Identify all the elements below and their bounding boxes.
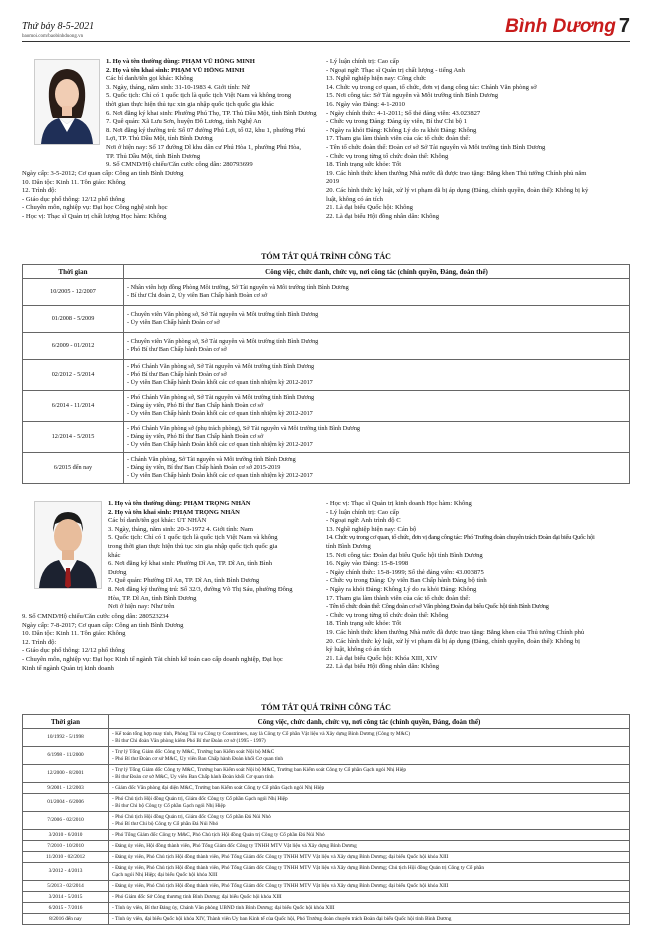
info-line: 9. Số CMND/Hộ chiếu/Căn cước công dân: 280793699 [106, 161, 253, 169]
info-line: 12. Trình độ: [22, 638, 57, 646]
work-line: - Ủy viên Ban Chấp hành Đoàn khối các cơ quan tỉnh nhiệm kỳ 2012-2017 [127, 379, 313, 386]
row-work [109, 812, 630, 830]
work-line: - Ủy viên Ban Chấp hành Đoàn cơ sở [127, 319, 220, 326]
th-time: Thời gian [23, 265, 124, 279]
info-line: - Ngày chính thức: 4-1-2011; Số thẻ đảng viên: 43.023827 [326, 109, 481, 117]
candidate-1-info-right [326, 58, 628, 221]
row-time: 12/2014 - 5/2015 [23, 422, 124, 453]
row-work [109, 852, 630, 863]
info-line: 20. Các hình thức kỷ luật, xử lý vi phạm đã bị áp dụng (Đảng, chính quyền, đoàn thể): Không bị kỷ [326, 186, 589, 194]
row-work [109, 863, 630, 881]
info-line: Hòa, TP. Dĩ An, tỉnh Bình Dương [108, 594, 197, 602]
work-line: - Bí thư Chi bộ Công ty Cổ phần Gạch ngói Nhị Hiệp [112, 802, 226, 809]
table-header-row [23, 265, 630, 279]
info-line: 6. Nơi đăng ký khai sinh: Phường Dĩ An, TP. Dĩ An, tỉnh Bình [108, 560, 273, 568]
info-line: - Chuyên môn, nghiệp vụ: Đại học Công nghệ sinh học [22, 204, 168, 212]
info-line: 1. Họ và tên thường dùng: PHẠM VŨ HỒNG MINH [106, 58, 255, 65]
work-line: - Phó Chánh Văn phòng sở, Sở Tài nguyên và Môi trường tỉnh Bình Dương [127, 363, 315, 370]
work-line: - Nhân viên hợp đồng Phòng Môi trường, Sở Tài nguyên và Môi trường tỉnh Bình Dương [127, 284, 349, 291]
work-line: - Ủy viên Ban Chấp hành Đoàn khối các cơ quan tỉnh nhiệm kỳ 2012-2017 [127, 472, 313, 479]
work-line: Gạch ngói Nhị Hiệp; đại biểu Quốc hội khóa XIII [112, 871, 218, 878]
info-line: Dương [108, 568, 127, 576]
row-work [124, 333, 630, 360]
info-line: - Chức vụ trong Đảng: Ủy viên Ban Chấp hành Đảng bộ tỉnh [326, 577, 487, 585]
work-line: - Ủy viên Ban Chấp hành Đoàn khối các cơ quan tỉnh nhiệm kỳ 2012-2017 [127, 410, 313, 417]
work-line: - Đảng ủy viên, Phó Bí thư Ban Chấp hành Đoàn cơ sở [127, 402, 264, 409]
row-time: 6/2009 - 01/2012 [23, 333, 124, 360]
work-line: - Phó Chánh Văn phòng sở, Sở Tài nguyên và Môi trường tỉnh Bình Dương [127, 394, 315, 401]
info-line: 1. Họ và tên thường dùng: PHẠM TRỌNG NHÂN [108, 500, 251, 507]
info-line: 8. Nơi đăng ký thường trú: Số 32/3, đường Võ Thị Sáu, phường Đông [108, 585, 293, 593]
info-line: 3. Ngày, tháng, năm sinh: 20-3-1972 4. Giới tính: Nam [108, 525, 253, 533]
work-line: - Đảng ủy viên, Phó Chủ tịch Hội đồng thành viên, Phó Tổng Giám đốc Công ty TNHH MTV Vật liệu và Xây dựng Bình Dương; Chủ tịch Hội đồng Quản trị Công ty Cổ phần [112, 864, 484, 871]
info-line: - Ngày ra khỏi Đảng: Không Lý do ra khỏi Đảng: Không [326, 585, 477, 593]
work-line: - Bí thư Đoàn cơ sở M&C, Ủy viên Ban Chấp hành Đoàn khối Cơ quan tỉnh [112, 773, 274, 780]
work-line: - Chuyên viên Văn phòng sở, Sở Tài nguyên và Môi trường tỉnh Bình Dương [127, 338, 319, 345]
page-date: Thứ bảy 8-5-2021 [22, 21, 95, 32]
info-line: - Ngày chính thức: 15-8-1999; Số thẻ đảng viên: 43.003875 [326, 568, 484, 576]
work-line: - Phó Tổng Giám đốc Công ty M&C, Phó Chủ tịch Hội đồng Quản trị Công ty Cổ phần Đá Núi Nhỏ [112, 831, 325, 838]
info-line: kỷ luật, không có án tích [326, 646, 392, 654]
info-line: 15. Nơi công tác: Sở Tài nguyên và Môi trường tỉnh Bình Dương [326, 92, 499, 100]
work-line: - Phó Giám đốc Sở Công thương tỉnh Bình Dương; đại biểu Quốc hội khóa XIII [112, 893, 282, 900]
info-line: 15. Nơi công tác: Đoàn đại biểu Quốc hội tỉnh Bình Dương [326, 551, 483, 559]
work-line: - Phó Bí thư Ban Chấp hành Đoàn cơ sở [127, 371, 227, 378]
row-time: 11/2010 - 02/2012 [23, 852, 109, 863]
info-line: Nơi ở hiện nay: Số 17 đường Dĩ khu dân cư Phú Hòa 1, phường Phú Hòa, [106, 143, 301, 151]
table-row [23, 830, 630, 841]
table-row [23, 765, 630, 783]
row-work [109, 914, 630, 925]
candidate-2-photo [34, 501, 102, 589]
row-time: 12/2000 - 8/2001 [23, 765, 109, 783]
candidate-2-info-left-full [22, 613, 322, 673]
table-row [23, 306, 630, 333]
info-line: 22. Là đại biểu Hội đồng nhân dân: Không [326, 663, 439, 671]
info-line: 2019 [326, 178, 340, 186]
candidate-1-table-title: TÓM TẮT QUÁ TRÌNH CÔNG TÁC [261, 252, 391, 261]
info-line: - Chức vụ trong Đảng: Đảng ủy viên, Bí thư Chi bộ 1 [326, 118, 468, 126]
th-time: Thời gian [23, 715, 109, 729]
work-line: - Chuyên viên Văn phòng sở, Sở Tài nguyên và Môi trường tỉnh Bình Dương [127, 311, 319, 318]
info-line: 9. Số CMND/Hộ chiếu/Căn cước công dân: 280523234 [22, 613, 169, 620]
work-line: - Phó Chánh Văn phòng sở (phụ trách phòng), Sở Tài nguyên và Môi trường tỉnh Bình Dương [127, 425, 361, 432]
row-work [124, 360, 630, 391]
row-work [109, 892, 630, 903]
table-row [23, 863, 630, 881]
work-line: - Phó Chủ tịch Hội đồng Quản trị, Giám đốc Công ty Cổ phần Gạch ngói Nhị Hiệp [112, 795, 288, 802]
info-line: - Ngoại ngữ: Anh trình độ C [326, 517, 401, 525]
info-line: luật, không có án tích [326, 195, 383, 203]
info-line: TP. Thủ Dầu Một, tỉnh Bình Dương [106, 152, 201, 160]
work-line: - Kế toán tổng hợp may tính, Phòng Tài vụ Công ty Constrimex, nay là Công ty Cổ phần Vật liệu và Xây dựng Bình Dương (Công ty M&C) [112, 730, 411, 737]
row-work [109, 794, 630, 812]
table-row [23, 852, 630, 863]
work-line: - Giám đốc Văn phòng đại diện M&C, Trưởng ban Kiểm soát Công ty Cổ phần Gạch ngói Nhị Hiệp [112, 784, 325, 791]
work-line: - Đảng ủy viên, Phó Bí thư Ban Chấp hành Đoàn cơ sở [127, 433, 264, 440]
candidate-1-work-table [22, 264, 630, 484]
row-work [109, 841, 630, 852]
info-line: Lợi, TP. Thủ Dầu Một, tỉnh Bình Dương [106, 135, 213, 143]
work-line: - Đảng ủy viên, Phó Chủ tịch Hội đồng thành viên, Phó Tổng Giám đốc Công ty TNHH MTV Vật liệu và Xây dựng Bình Dương; đại biểu Quốc hội khóa XIII [112, 882, 449, 889]
work-line: - Bí thư Chi đoàn 2, Ủy viên Ban Chấp hành Đoàn cơ sở [127, 292, 268, 299]
table-row [23, 360, 630, 391]
info-line: 5. Quốc tịch: Chỉ có 1 quốc tịch là quốc tịch Việt Nam và không trong [106, 92, 292, 100]
table-row [23, 729, 630, 747]
work-line: - Phó Chủ tịch Hội đồng Quản trị, Giám đốc Công ty Cổ phần Đá Núi Nhỏ [112, 813, 271, 820]
row-time: 5/2013 - 02/2014 [23, 881, 109, 892]
work-line: - Tỉnh ủy viên, Bí thư Đảng ủy, Chánh Văn phòng UBND tỉnh Bình Dương; đại biểu Quốc hội khóa XIII [112, 904, 335, 911]
th-work: Công việc, chức danh, chức vụ, nơi công tác (chính quyền, Đảng, đoàn thể) [109, 715, 630, 729]
info-line: 18. Tình trạng sức khỏe: Tốt [326, 161, 402, 169]
row-time: 3/2014 - 5/2015 [23, 892, 109, 903]
row-time: 6/2015 đến nay [23, 453, 124, 484]
info-line: 20. Các hình thức kỷ luật, xử lý vi phạm đã bị áp dụng (Đảng, chính quyền, đoàn thể): Không bị [326, 637, 581, 645]
info-line: - Học vị: Thạc sĩ Quản trị chất lượng Học hàm: Không [22, 212, 167, 220]
table-header-row [23, 715, 630, 729]
work-line: - Phó Bí thư Đoàn cơ sở M&C, Ủy viên Ban Chấp hành Đoàn khối Cơ quan tỉnh [112, 755, 284, 762]
row-work [109, 765, 630, 783]
info-line: 5. Quốc tịch: Chỉ có 1 quốc tịch là quốc tịch Việt Nam và không [108, 534, 278, 542]
portrait-man-icon [35, 502, 101, 588]
info-line: - Ngoại ngữ: Thạc sĩ Quản trị chất lượng - tiếng Anh [326, 66, 465, 74]
info-line: Các bí danh/tên gọi khác: Không [106, 75, 193, 83]
table-row [23, 914, 630, 925]
work-line: - Tỉnh ủy viên, đại biểu Quốc hội khóa XIV, Thành viên Ủy ban Kinh tế của Quốc hội, Phó Trưởng đoàn chuyên trách Đoàn đại biểu Quốc hội tỉnh Bình Dương [112, 915, 452, 922]
table-row [23, 903, 630, 914]
table-row [23, 422, 630, 453]
info-line: tỉnh Bình Dương [326, 542, 371, 550]
candidate-2-info-right [326, 500, 630, 672]
info-line: - Giáo dục phổ thông: 12/12 phổ thông [22, 647, 125, 655]
info-line: - Chuyên môn, nghiệp vụ: Đại học Kinh tế ngành Tài chính kế toán cao cấp doanh nghiệp, Đại học [22, 655, 283, 663]
row-time: 10/1992 - 5/1998 [23, 729, 109, 747]
info-line: - Lý luận chính trị: Cao cấp [326, 58, 399, 65]
work-line: - Trợ lý Tổng Giám đốc Công ty M&C, Trưởng ban Kiểm soát Nội bộ M&C [112, 748, 275, 755]
row-time: 7/2006 - 02/2010 [23, 812, 109, 830]
row-time: 6/1998 - 11/2000 [23, 747, 109, 765]
info-line: 16. Ngày vào Đảng: 4-1-2010 [326, 100, 405, 108]
table-row [23, 783, 630, 794]
info-line: 14. Chức vụ trong cơ quan, tổ chức, đơn vị đang công tác: Phó Trưởng đoàn chuyên trách Đoàn đại biểu Quốc hội [326, 534, 595, 542]
info-line: 10. Dân tộc: Kinh 11. Tôn giáo: Không [22, 178, 126, 186]
info-line: - Ngày ra khỏi Đảng: Không Lý do ra khỏi Đảng: Không [326, 126, 477, 134]
row-work [109, 729, 630, 747]
candidate-2-work-table [22, 714, 630, 925]
candidate-2-table-title: TÓM TẮT QUÁ TRÌNH CÔNG TÁC [261, 703, 391, 712]
work-line: - Phó Bí thư Chi bộ Công ty Cổ phần Đá Núi Nhỏ [112, 820, 219, 827]
row-work [109, 881, 630, 892]
info-line: 17. Tham gia làm thành viên của các tổ chức đoàn thể: [326, 135, 471, 143]
row-work [124, 453, 630, 484]
row-time: 3/2010 - 6/2010 [23, 830, 109, 841]
table-row [23, 812, 630, 830]
row-time: 3/2012 - 4/2013 [23, 863, 109, 881]
info-line: 21. Là đại biểu Quốc hội: Khóa XIII, XIV [326, 654, 438, 662]
work-line: - Đảng ủy viên, Hội đồng thành viên, Phó Tổng Giám đốc Công ty TNHH MTV Vật liệu và Xây dựng Bình Dương [112, 842, 357, 849]
info-line: Các bí danh/tên gọi khác: ÚT NHÂN [108, 517, 207, 525]
table-row [23, 279, 630, 306]
info-line: 12. Trình độ: [22, 187, 57, 195]
table-row [23, 453, 630, 484]
row-work [109, 903, 630, 914]
work-line: - Đảng ủy viên, Phó Chủ tịch Hội đồng thành viên, Phó Tổng Giám đốc Công ty TNHH MTV Vật liệu và Xây dựng Bình Dương; đại biểu Quốc hội khóa XIII [112, 853, 449, 860]
info-line: - Giáo dục phổ thông: 12/12 phổ thông [22, 195, 125, 203]
table-row [23, 794, 630, 812]
portrait-woman-icon [35, 60, 99, 144]
row-work [109, 747, 630, 765]
info-line: 14. Chức vụ trong cơ quan, tổ chức, đơn vị đang công tác: Chánh Văn phòng sở [326, 83, 537, 91]
row-time: 7/2010 - 10/2010 [23, 841, 109, 852]
row-time: 8/2016 đến nay [23, 914, 109, 925]
info-line: 7. Quê quán: Phường Dĩ An, TP. Dĩ An, tỉnh Bình Dương [108, 577, 260, 585]
info-line: Ngày cấp: 3-5-2012; Cơ quan cấp: Công an tỉnh Bình Dương [22, 170, 184, 177]
info-line: 22. Là đại biểu Hội đồng nhân dân: Không [326, 212, 439, 220]
row-work [109, 783, 630, 794]
table-row [23, 892, 630, 903]
info-line: 19. Các hình thức khen thưởng Nhà nước đã được trao tặng: Bằng khen Thủ tướng Chính phủ năm [326, 169, 587, 177]
header-rule [22, 41, 630, 42]
source-url: baomoi.com/baobinhduong.vn [22, 34, 84, 39]
info-line: 13. Nghề nghiệp hiện nay: Cán bộ [326, 525, 417, 533]
work-line: - Phó Bí thư Ban Chấp hành Đoàn cơ sở [127, 346, 227, 353]
row-time: 01/2008 - 5/2009 [23, 306, 124, 333]
info-line: thời gian thực hiện thủ tục xin gia nhập quốc tịch quốc gia khác [106, 100, 275, 108]
info-line: 2. Họ và tên khai sinh: PHẠM VŨ HỒNG MINH [106, 66, 245, 74]
row-time: 6/2014 - 11/2014 [23, 391, 124, 422]
info-line: 3. Ngày, tháng, năm sinh: 31-10-1983 4. Giới tính: Nữ [106, 83, 250, 91]
work-line: - Đảng ủy viên, Bí thư Ban Chấp hành Đoàn cơ sở 2015-2019 [127, 464, 281, 471]
info-line: 16. Ngày vào Đảng: 15-8-1998 [326, 560, 409, 568]
table-row [23, 747, 630, 765]
info-line: 21. Là đại biểu Quốc hội: Không [326, 204, 413, 212]
candidate-1-info-left [106, 58, 318, 170]
candidate-2-info-left [108, 500, 320, 612]
info-line: 19. Các hình thức khen thưởng Nhà nước đã được trao tặng: Bằng khen của Thủ tướng Chính phủ [326, 628, 585, 636]
page-number: 7 [618, 15, 630, 37]
table-row [23, 881, 630, 892]
row-time: 6/2015 - 7/2016 [23, 903, 109, 914]
info-line: Kinh tế ngành Quản trị kinh doanh [22, 664, 114, 672]
table-row [23, 333, 630, 360]
row-work [109, 830, 630, 841]
work-line: - Trợ lý Tổng Giám đốc Công ty M&C, Trưởng ban Kiểm soát Nội bộ M&C, Trưởng ban Kiểm soát Công ty Cổ phần Gạch ngói Nhị Hiệp [112, 766, 407, 773]
row-time: 10/2005 - 12/2007 [23, 279, 124, 306]
row-work [124, 279, 630, 306]
info-line: 7. Quê quán: Xã Lưu Sơn, huyện Đô Lương, tỉnh Nghệ An [106, 118, 262, 126]
info-line: 18. Tình trạng sức khỏe: Tốt [326, 620, 402, 628]
info-line: 6. Nơi đăng ký khai sinh: Phường Phú Thọ, TP. Thủ Dầu Một, tỉnh Bình Dương [106, 109, 317, 117]
masthead-title: Bình Dương [505, 16, 616, 37]
info-line: - Tên tổ chức đoàn thể: Đoàn cơ sở Sở Tài nguyên và Môi trường tỉnh Bình Dương [326, 143, 546, 151]
row-time: 9/2001 - 12/2003 [23, 783, 109, 794]
work-line: - Ủy viên Ban Chấp hành Đoàn khối các cơ quan tỉnh nhiệm kỳ 2012-2017 [127, 441, 313, 448]
info-line: 2. Họ và tên khai sinh: PHẠM TRỌNG NHÂN [108, 508, 240, 516]
row-work [124, 391, 630, 422]
work-line: - Chánh Văn phòng, Sở Tài nguyên và Môi trường tỉnh Bình Dương [127, 456, 296, 463]
info-line: - Tên tổ chức đoàn thể: Công đoàn cơ sở Văn phòng Đoàn đại biểu Quốc hội tỉnh Bình Dương [326, 603, 549, 611]
info-line: 17. Tham gia làm thành viên của các tổ chức đoàn thể: [326, 594, 471, 602]
info-line: Ngày cấp: 7-8-2017; Cơ quan cấp: Công an tỉnh Bình Dương [22, 621, 184, 629]
work-line: - Bí thư Chi đoàn Văn phòng kiêm Phó Bí thư Đoàn cơ sở (1995 - 1997) [112, 737, 266, 744]
table-row [23, 841, 630, 852]
row-time: 02/2012 - 5/2014 [23, 360, 124, 391]
info-line: Nơi ở hiện nay: Như trên [108, 603, 175, 611]
row-time: 01/2004 - 6/2006 [23, 794, 109, 812]
table-row [23, 391, 630, 422]
masthead [505, 15, 630, 38]
info-line: khác [108, 551, 121, 559]
candidate-1-photo [34, 59, 100, 145]
info-line: 10. Dân tộc: Kinh 11. Tôn giáo: Không [22, 630, 126, 638]
info-line: - Học vị: Thạc sĩ Quản trị kinh doanh Học hàm: Không [326, 500, 472, 507]
info-line: - Chức vụ trong từng tổ chức đoàn thể: Không [326, 611, 449, 619]
info-line: trong thời gian thực hiện thủ tục xin gia nhập quốc tịch quốc gia [108, 542, 278, 550]
th-work: Công việc, chức danh, chức vụ, nơi công tác (chính quyền, Đảng, đoàn thể) [124, 265, 630, 279]
candidate-1-info-left-full [22, 170, 322, 222]
row-work [124, 306, 630, 333]
row-work [124, 422, 630, 453]
info-line: - Lý luận chính trị: Cao cấp [326, 508, 399, 516]
info-line: 13. Nghề nghiệp hiện nay: Công chức [326, 75, 427, 83]
info-line: - Chức vụ trong từng tổ chức đoàn thể: Không [326, 152, 449, 160]
info-line: 8. Nơi đăng ký thường trú: Số 07 đường Phú Lợi, tổ 02, khu 1, phường Phú [106, 126, 306, 134]
